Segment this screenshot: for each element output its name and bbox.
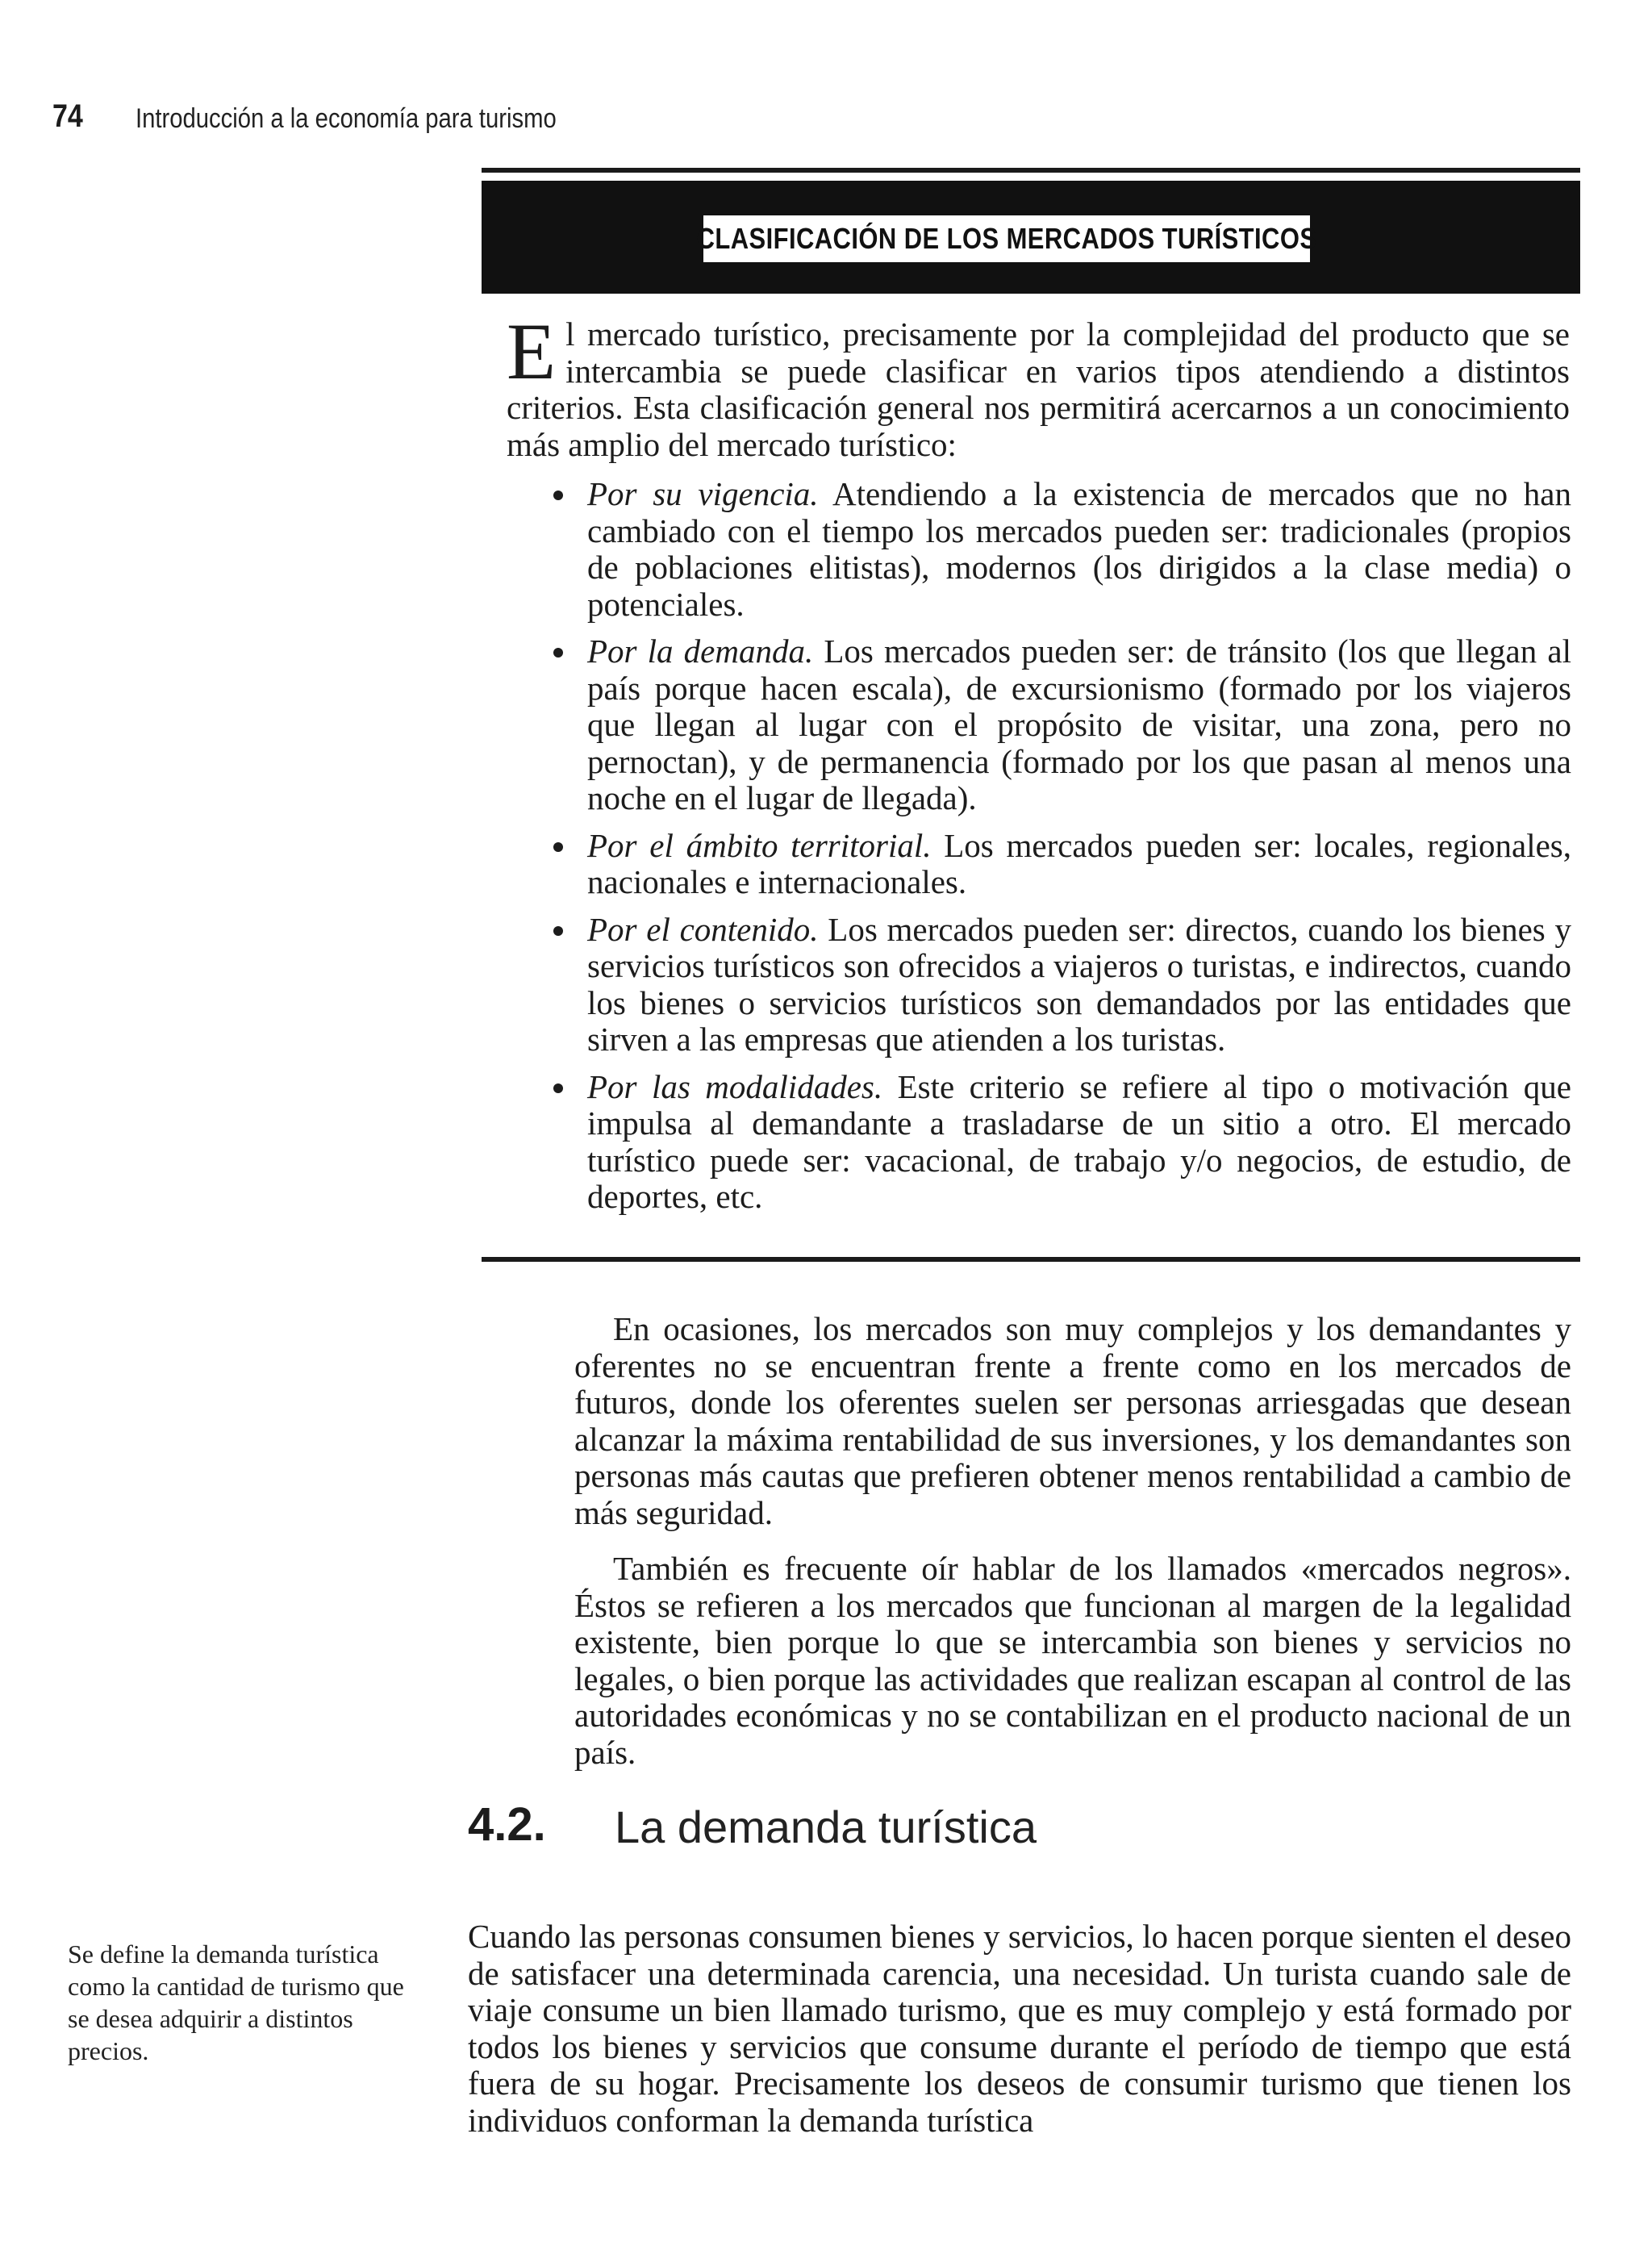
bullet-icon (553, 1083, 563, 1093)
list-item-text: Los mercados pueden ser: directos, cuando los bienes y servicios turísticos son ofrecidos a viajeros o turistas, e indirectos, cuando los bienes o servicios turísticos son demandados por las entidades que sirven a las empresas que atienden a los turistas. (587, 910, 1571, 1058)
running-title: Introducción a la economía para turismo (136, 103, 557, 134)
list-item (553, 476, 1571, 623)
box-bottom-rule (482, 1257, 1580, 1262)
list-item-term: Por su vigencia. (587, 475, 819, 512)
section-number: 4.2. (468, 1798, 546, 1851)
bullet-icon (553, 648, 563, 658)
list-item-term: Por la demanda. (587, 633, 814, 670)
box-title: CLASIFICACIÓN DE LOS MERCADOS TURÍSTICOS (696, 222, 1317, 255)
list-item (553, 828, 1571, 901)
body-paragraph: También es frecuente oír hablar de los llamados «mercados negros». Éstos se refieren a los mercados que funcionan al margen de la legalidad existente, bien porque lo que se intercambia son bienes y servicios no legales, o bien porque las actividades que realizan escapan al control de las autoridades económicas y no se contabilizan en el producto nacional de un país. (574, 1550, 1571, 1771)
bullet-icon (553, 926, 563, 936)
body-paragraph: En ocasiones, los mercados son muy complejos y los demandantes y oferentes no se encuentran frente a frente como en los mercados de futuros, donde los oferentes suelen ser personas arriesgadas que desean alcanzar la máxima rentabilidad de sus inversiones, y los demandantes son personas más cautas que prefieren obtener menos rentabilidad a cambio de más seguridad. (574, 1310, 1571, 1531)
classification-list (553, 476, 1571, 1226)
list-item-term: Por las modalidades. (587, 1067, 883, 1105)
list-item-text: Este criterio se refiere al tipo o motivación que impulsa al demandante a trasladarse de un sitio a otro. El mercado turístico puede ser: vacacional, de trabajo y/o negocios, de estudio, de deportes, etc. (587, 1067, 1571, 1215)
box-title-frame (696, 212, 1317, 265)
list-item (553, 633, 1571, 817)
margin-note: Se define la demanda turística como la cantidad de turismo que se desea adquirir a distintos precios. (68, 1939, 404, 2065)
list-item-text: Los mercados pueden ser: de tránsito (los que llegan al país porque hacen escala), de excursionismo (formado por los viajeros que llegan al lugar con el propósito de visitar, una zona, pero no pernoctan), y de permanencia (formado por los que pasan al menos una noche en el lugar de llegada). (587, 633, 1571, 816)
bullet-icon (553, 842, 563, 852)
list-item (553, 912, 1571, 1058)
box-top-rule (482, 168, 1580, 173)
page-number: 74 (52, 98, 83, 134)
box-intro (507, 307, 1570, 463)
section-title: La demanda turística (615, 1802, 1037, 1852)
list-item-text: Los mercados pueden ser: locales, regionales, nacionales e internacionales. (587, 826, 1571, 900)
drop-cap: E (507, 307, 557, 396)
list-item-term: Por el ámbito territorial. (587, 826, 932, 864)
bullet-icon (553, 491, 563, 500)
list-item (553, 1069, 1571, 1216)
box-intro-text: l mercado turístico, precisamente por la complejidad del producto que se intercambia se puede clasificar en varios tipos atendiendo a distintos criterios. Esta clasificación general nos permitirá acercarnos a un conocimiento más amplio del mercado turístico: (507, 315, 1570, 463)
list-item-text: Atendiendo a la existencia de mercados que no han cambiado con el tiempo los mercados pueden ser: tradicionales (propios de poblaciones elitistas), modernos (los dirigidos a la clase media) o potenciales. (587, 475, 1571, 623)
list-item-term: Por el contenido. (587, 910, 819, 948)
section-paragraph: Cuando las personas consumen bienes y servicios, lo hacen porque sienten el deseo de satisfacer una determinada carencia, una necesidad. Un turista cuando sale de viaje consume un bien llamado turismo, que es muy complejo y está formado por todos los bienes y servicios que consume durante el período de tiempo que está fuera de su hogar. Precisamente los deseos de consumir turismo que tienen los individuos conforman la demanda turística (468, 1918, 1571, 2139)
